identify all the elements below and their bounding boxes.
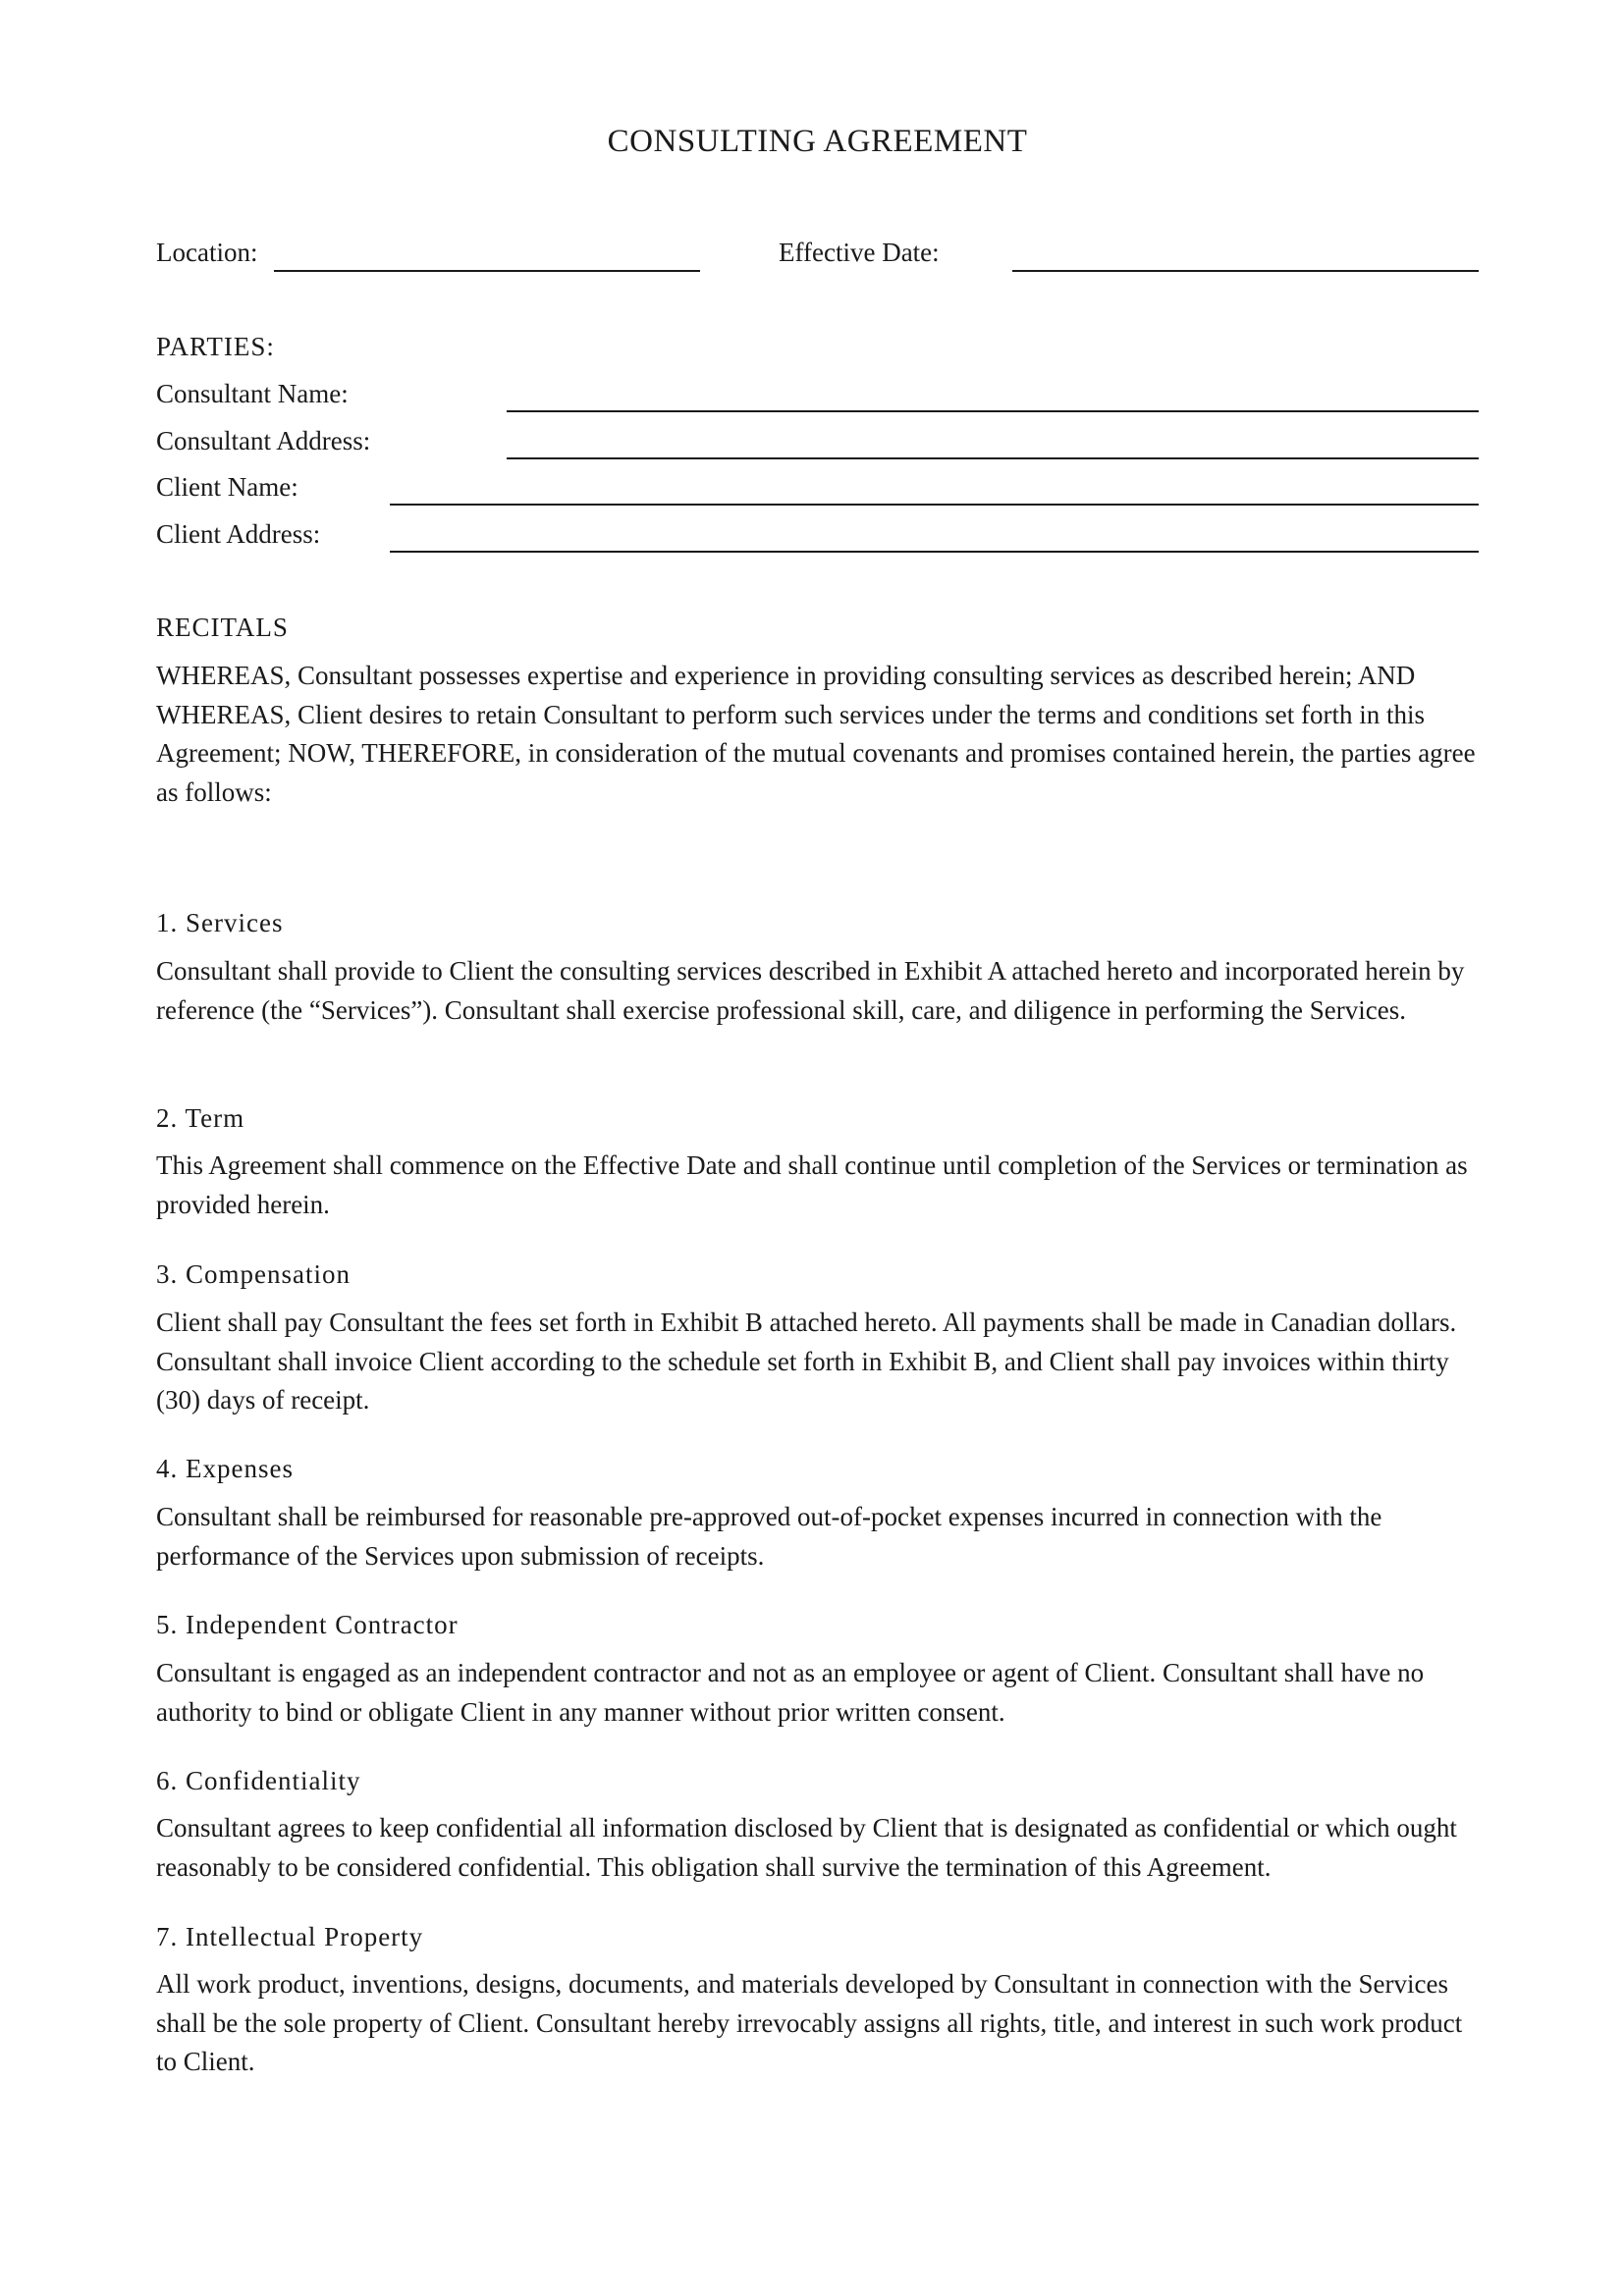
section-4-heading: 4. Expenses [156,1454,294,1483]
section-2-text: This Agreement shall commence on the Effective Date and shall continue until completion of the Services or termination as provided herein. [156,1150,1468,1219]
client-address-field-line[interactable] [390,551,1479,553]
section-6-heading: 6. Confidentiality [156,1766,361,1795]
client-name-field-line[interactable] [390,504,1479,506]
consultant-name-label: Consultant Name: [156,379,349,408]
section-6-text: Consultant agrees to keep confidential all information disclosed by Client that is designated as confidential or which ought reasonably to be considered confidential. This obligation shall survive the termination of this Agreement. [156,1813,1457,1882]
section-1-heading: 1. Services [156,908,284,937]
section-7-text: All work product, inventions, designs, documents, and materials developed by Consultant in connection with the Services shall be the sole property of Client. Consultant hereby irrevocably assigns all rights, title, and interest in such work product to Client. [156,1969,1463,2076]
document-title: CONSULTING AGREEMENT [607,124,1028,159]
section-3-heading: 3. Compensation [156,1259,351,1289]
section-1-text: Consultant shall provide to Client the consulting services described in Exhibit A attached hereto and incorporated herein by reference (the “Services”). Consultant shall exercise professional skill, care, and diligence in performing the Services. [156,956,1465,1025]
effective-date-field-line[interactable] [1012,270,1479,272]
section-4-text: Consultant shall be reimbursed for reasonable pre-approved out-of-pocket expenses incurred in connection with the performance of the Services upon submission of receipts. [156,1502,1382,1571]
section-2-heading: 2. Term [156,1103,245,1133]
effective-date-label: Effective Date: [779,238,940,267]
section-7-heading: 7. Intellectual Property [156,1922,424,1951]
location-field-line[interactable] [274,270,700,272]
consultant-address-field-line[interactable] [507,457,1479,459]
client-address-label: Client Address: [156,519,321,549]
consultant-address-label: Consultant Address: [156,426,371,455]
client-name-label: Client Name: [156,472,298,502]
section-5-heading: 5. Independent Contractor [156,1610,459,1639]
section-5-text: Consultant is engaged as an independent contractor and not as an employee or agent of Client. Consultant shall have no authority to bind or obligate Client in any manner without prior written consent. [156,1658,1425,1727]
consultant-name-field-line[interactable] [507,410,1479,412]
recitals-heading: RECITALS [156,613,289,642]
section-3-text: Client shall pay Consultant the fees set forth in Exhibit B attached hereto. All payments shall be made in Canadian dollars. Consultant shall invoice Client according to the schedule set forth in Exhibit B, and Client shall pay invoices within thirty (30) days of receipt. [156,1308,1457,1415]
recitals-text: WHEREAS, Consultant possesses expertise and experience in providing consulting services as described herein; AND WHEREAS, Client desires to retain Consultant to perform such services under the terms and conditions set forth in this Agreement; NOW, THEREFORE, in consideration of the mutual covenants and promises contained herein, the parties agree as follows: [156,661,1476,807]
parties-heading: PARTIES: [156,332,275,361]
location-label: Location: [156,238,258,267]
